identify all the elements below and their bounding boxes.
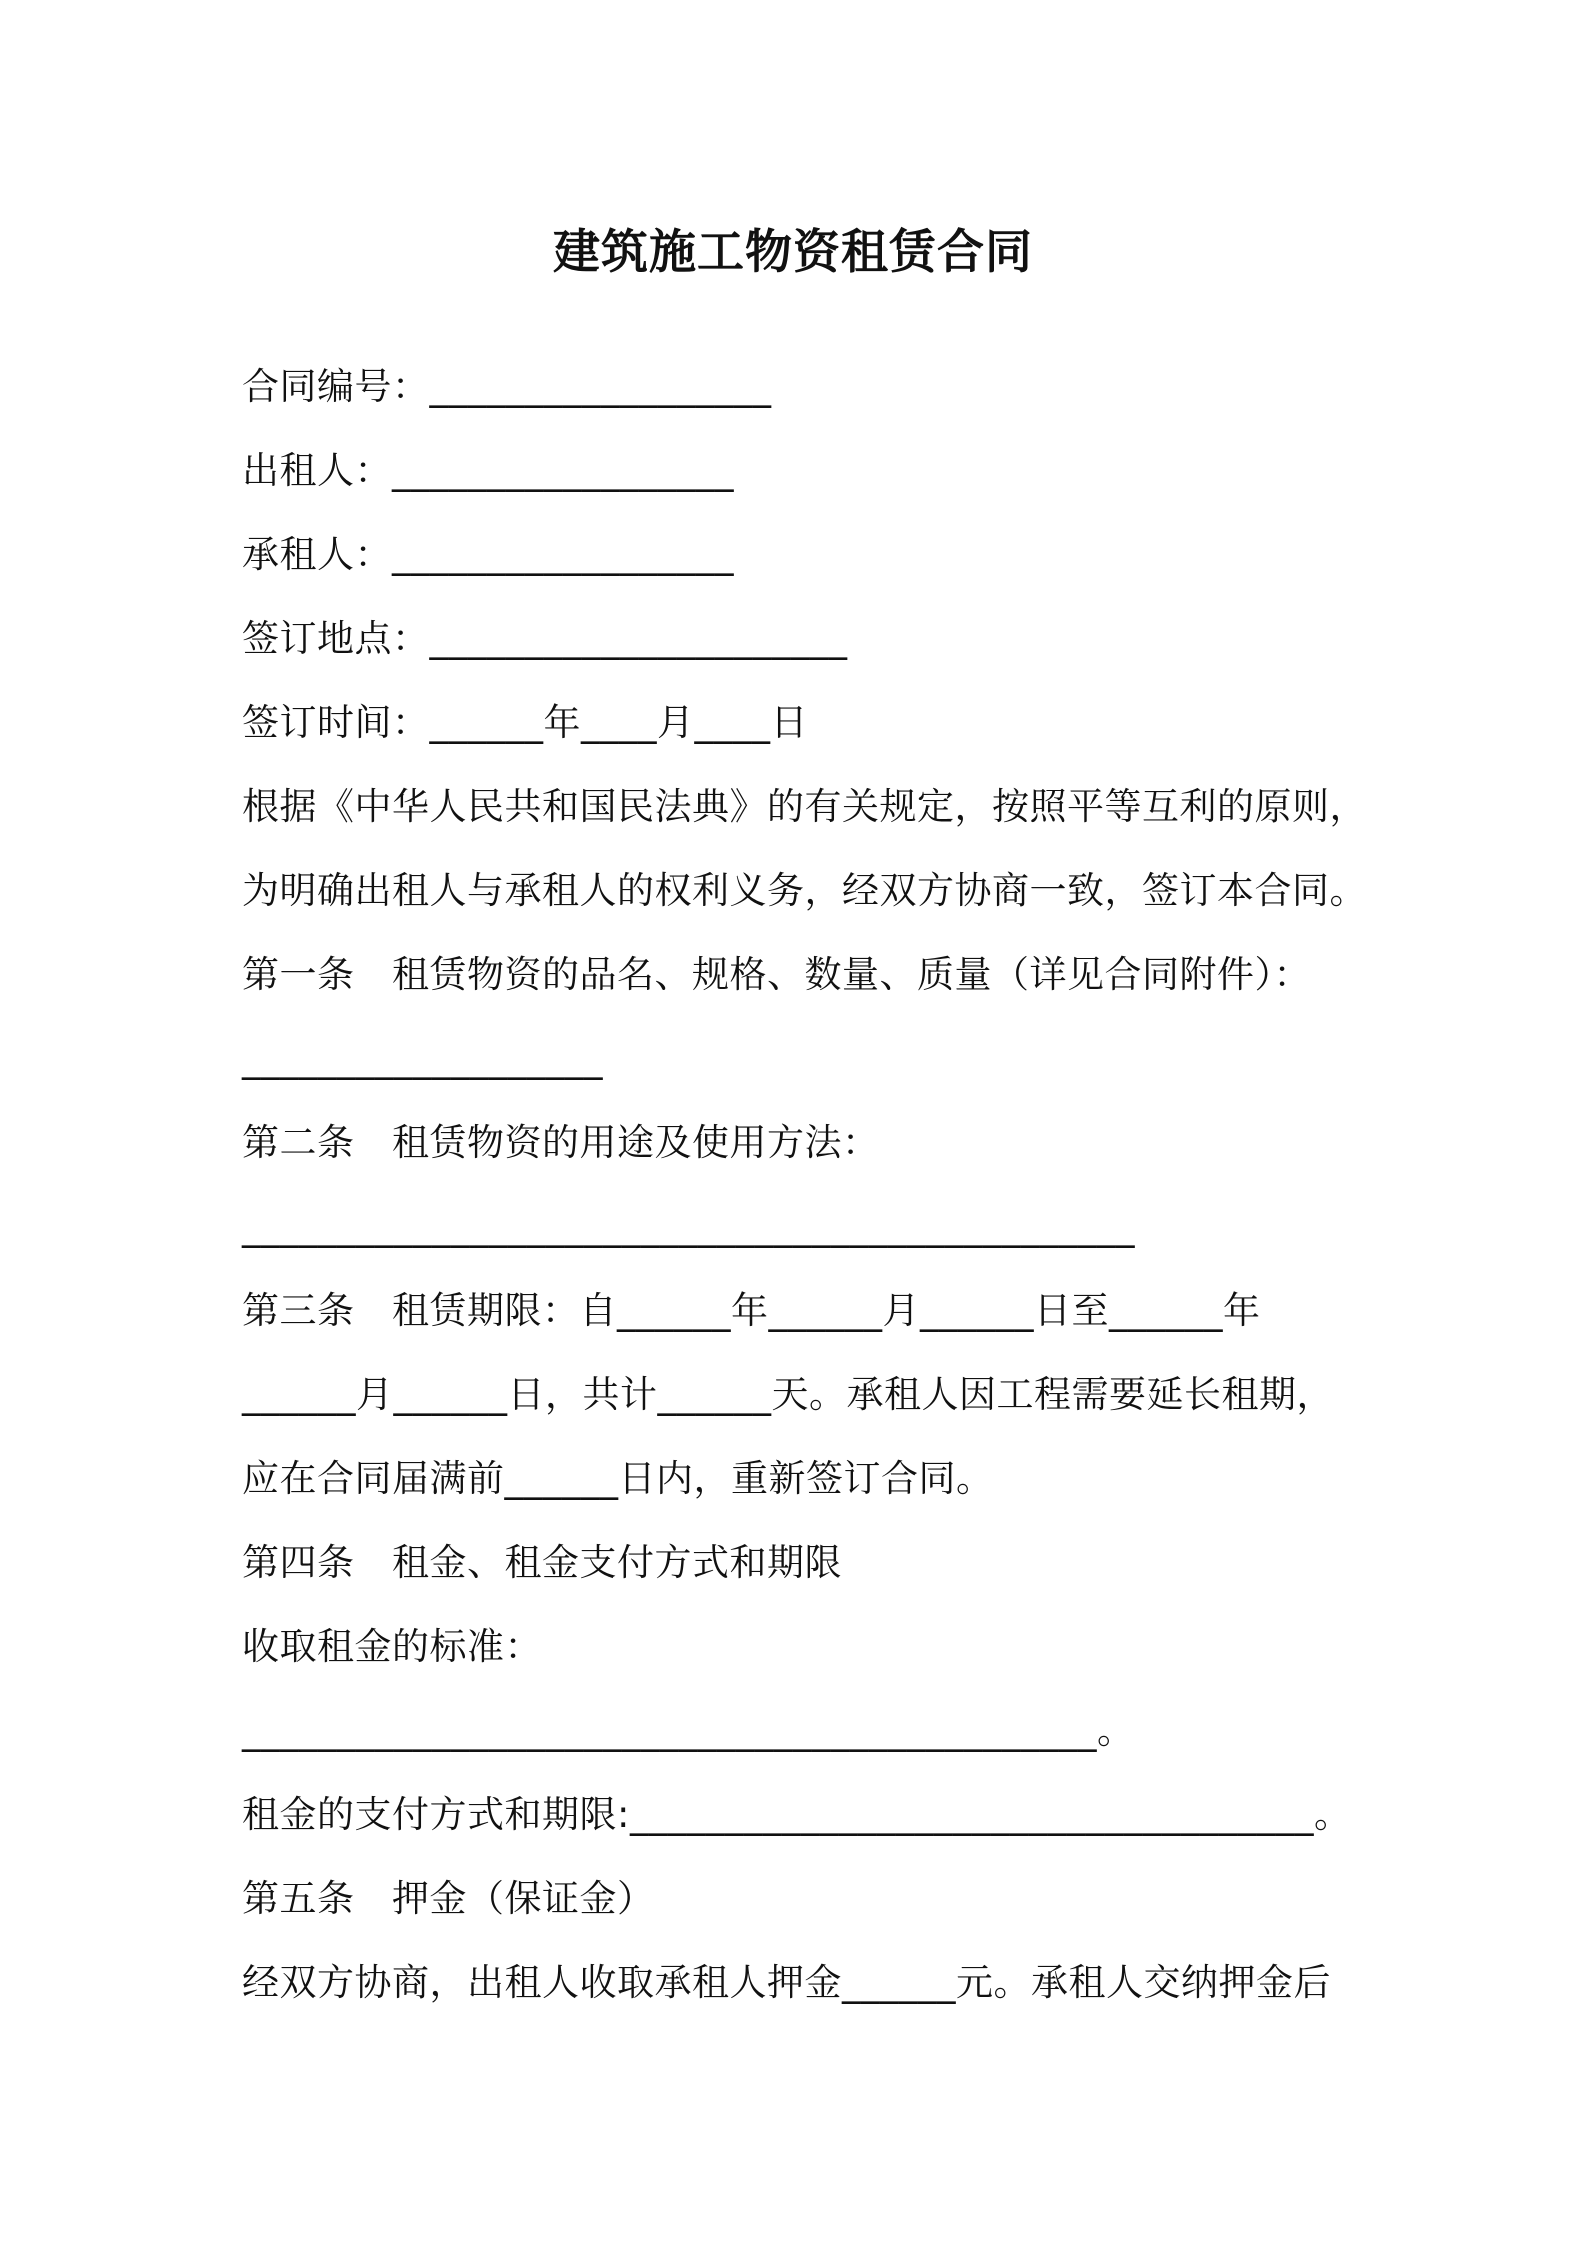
deposit-line: 经双方协商，出租人收取承租人押金______元。承租人交纳押金后 [242,1961,1331,2004]
article-1-heading: 第一条 租赁物资的品名、规格、数量、质量（详见合同附件）： [242,953,1311,996]
rent-standard-label: 收取租金的标准： [242,1625,542,1668]
article-3-line-1: 第三条 租赁期限：自______年______月______日至______年 [242,1289,1261,1332]
document-title: 建筑施工物资租赁合同 [553,225,1033,280]
preamble-line-2: 为明确出租人与承租人的权利义务，经双方协商一致，签订本合同。 [242,869,1367,912]
article-4-heading: 第四条 租金、租金支付方式和期限 [242,1541,842,1584]
article-3-line-3: 应在合同届满前______日内，重新签订合同。 [242,1457,994,1500]
article-5-heading: 第五条 押金（保证金） [242,1877,655,1920]
rent-payment-line: 租金的支付方式和期限:____________________________________。 [242,1793,1352,1836]
preamble-line-1: 根据《中华人民共和国民法典》的有关规定，按照平等互利的原则， [242,785,1367,828]
article-2-blank: _______________________________________________ [242,1205,1135,1248]
lessee-line: 承租人：__________________ [242,533,734,576]
lessor-line: 出租人：__________________ [242,449,734,492]
rent-standard-blank: _____________________________________________。 [242,1709,1135,1752]
signing-date-line: 签订时间：______年____月____日 [242,701,808,744]
article-2-heading: 第二条 租赁物资的用途及使用方法： [242,1121,880,1164]
article-1-blank: ___________________ [242,1037,603,1080]
article-3-line-2: ______月______日，共计______天。承租人因工程需要延长租期， [242,1373,1334,1416]
contract-number-line: 合同编号：__________________ [242,365,772,408]
signing-place-line: 签订地点：______________________ [242,617,848,660]
